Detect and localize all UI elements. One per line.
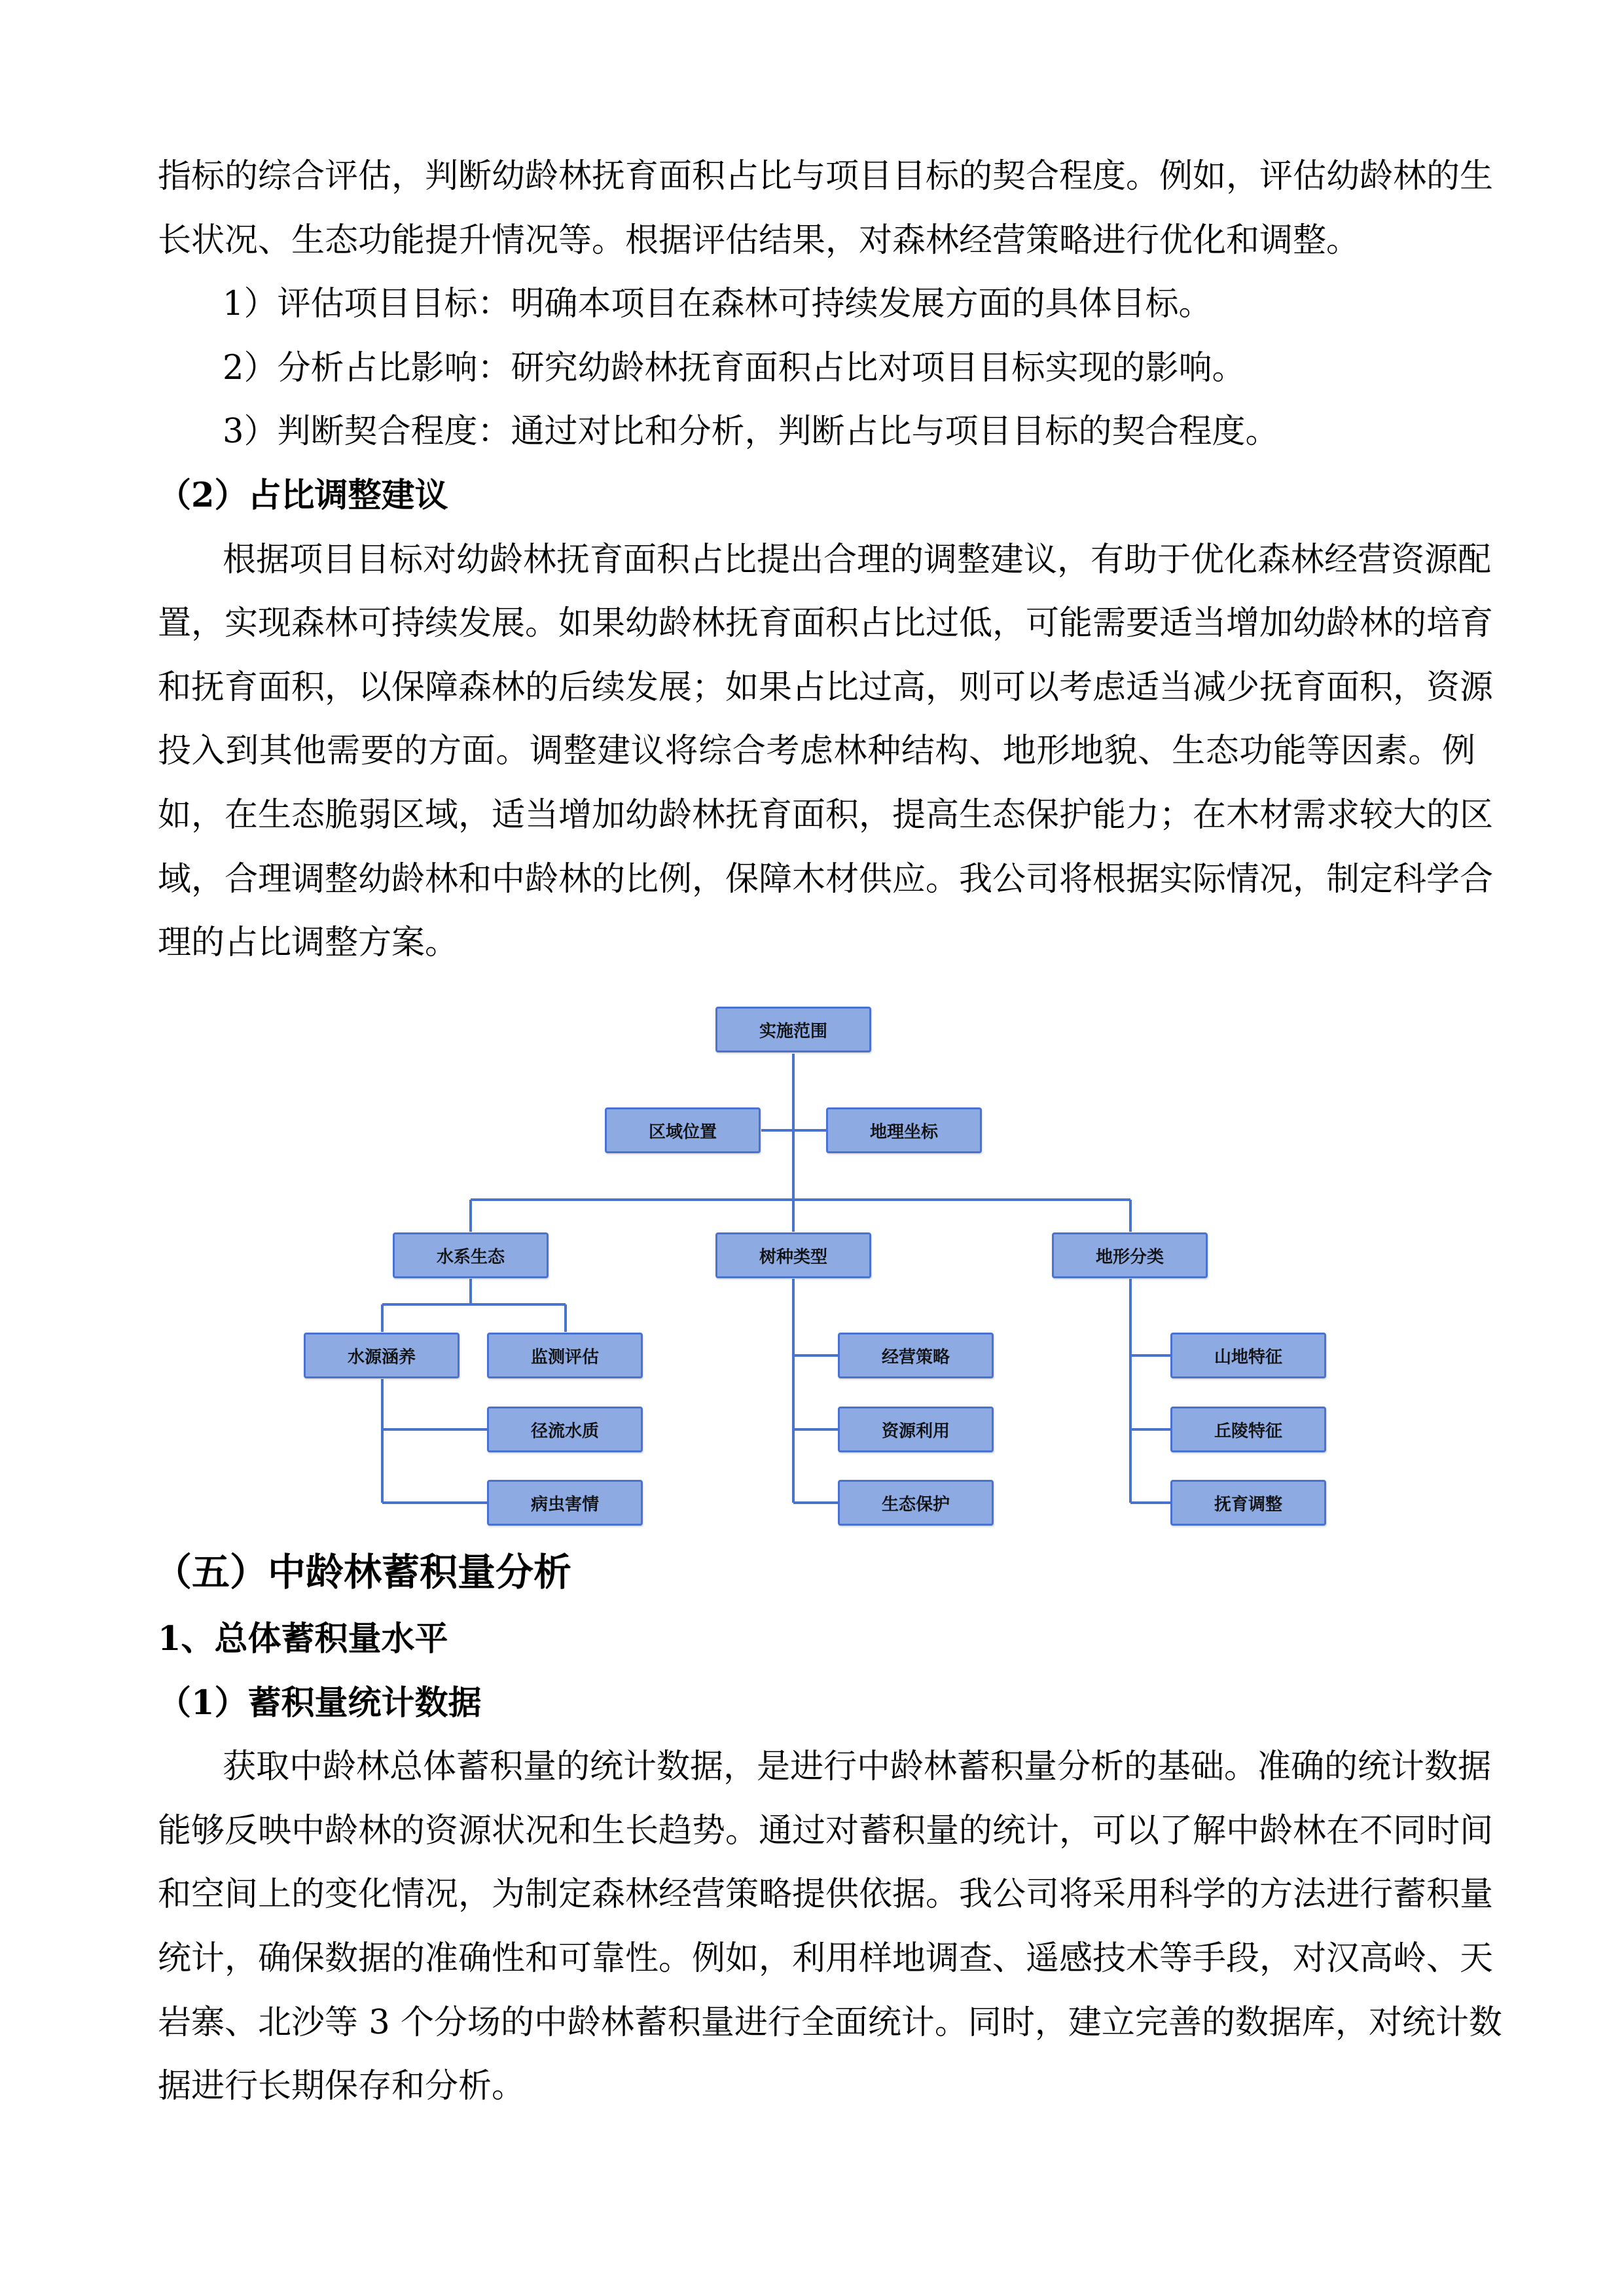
node-child: 抚育调整 — [1170, 1480, 1326, 1526]
node-child: 丘陵特征 — [1170, 1407, 1326, 1452]
node-child: 病虫害情 — [487, 1480, 643, 1526]
node-water-ecology: 水系生态 — [393, 1232, 549, 1278]
list-item: 3）判断契合程度：通过对比和分析，判断占比与项目目标的契合程度。 — [223, 412, 1279, 452]
node-child: 监测评估 — [487, 1333, 643, 1378]
paragraph-line: 投入到其他需要的方面。调整建议将综合考虑林种结构、地形地貌、生态功能等因素。例 — [158, 732, 1475, 771]
paragraph-line: 置，实现森林可持续发展。如果幼龄林抚育面积占比过低，可能需要适当增加幼龄林的培育 — [158, 604, 1494, 643]
node-child: 经营策略 — [838, 1333, 994, 1378]
paragraph-line: 指标的综合评估，判断幼龄林抚育面积占比与项目目标的契合程度。例如，评估幼龄林的生 — [158, 157, 1494, 196]
paragraph-line: 获取中龄林总体蓄积量的统计数据，是进行中龄林蓄积量分析的基础。准确的统计数据 — [223, 1748, 1492, 1787]
stock-analysis-section — [154, 1537, 1502, 2119]
subheading: 1、总体蓄积量水平 — [158, 1619, 448, 1659]
list-item: 2）分析占比影响：研究幼龄林抚育面积占比对项目目标实现的影响。 — [223, 348, 1246, 387]
node-location: 区域位置 — [605, 1107, 761, 1153]
section-heading: （五）中龄林蓄积量分析 — [154, 1550, 572, 1594]
node-child: 资源利用 — [838, 1407, 994, 1452]
paragraph-line: 能够反映中龄林的资源状况和生长趋势。通过对蓄积量的统计，可以了解中龄林在不同时间 — [158, 1811, 1494, 1850]
evaluation-section — [158, 145, 1494, 975]
paragraph-line: 如，在生态脆弱区域，适当增加幼龄林抚育面积，提高生态保护能力；在木材需求较大的区 — [158, 795, 1494, 834]
node-child: 山地特征 — [1170, 1333, 1326, 1378]
subheading-ratio-adjustment: （2）占比调整建议 — [158, 475, 448, 515]
node-child: 径流水质 — [487, 1407, 643, 1452]
paragraph-line: 域，合理调整幼龄林和中龄林的比例，保障木材供应。我公司将根据实际情况，制定科学合 — [158, 859, 1494, 899]
paragraph-line: 根据项目目标对幼龄林抚育面积占比提出合理的调整建议，有助于优化森林经营资源配 — [223, 540, 1492, 579]
paragraph-line: 和空间上的变化情况，为制定森林经营策略提供依据。我公司将采用科学的方法进行蓄积量 — [158, 1875, 1494, 1914]
paragraph-line: 理的占比调整方案。 — [158, 924, 459, 963]
node-child: 生态保护 — [838, 1480, 994, 1526]
node-root: 实施范围 — [715, 1007, 871, 1052]
subsubheading: （1）蓄积量统计数据 — [158, 1683, 482, 1723]
paragraph-line: 和抚育面积，以保障森林的后续发展；如果占比过高，则可以考虑适当减少抚育面积，资源 — [158, 668, 1494, 707]
node-child: 水源涵养 — [304, 1333, 460, 1378]
node-coordinates: 地理坐标 — [826, 1107, 982, 1153]
paragraph-line: 长状况、生态功能提升情况等。根据评估结果，对森林经营策略进行优化和调整。 — [158, 221, 1360, 260]
node-terrain: 地形分类 — [1052, 1232, 1208, 1278]
paragraph-line: 岩寨、北沙等 3 个分场的中龄林蓄积量进行全面统计。同时，建立完善的数据库，对统计数 — [158, 2003, 1502, 2042]
paragraph-line: 统计，确保数据的准确性和可靠性。例如，利用样地调查、遥感技术等手段，对汉高岭、天 — [158, 1939, 1494, 1978]
list-item: 1）评估项目目标：明确本项目在森林可持续发展方面的具体目标。 — [223, 285, 1212, 324]
paragraph-line: 据进行长期保存和分析。 — [158, 2067, 526, 2106]
node-tree-species: 树种类型 — [715, 1232, 871, 1278]
